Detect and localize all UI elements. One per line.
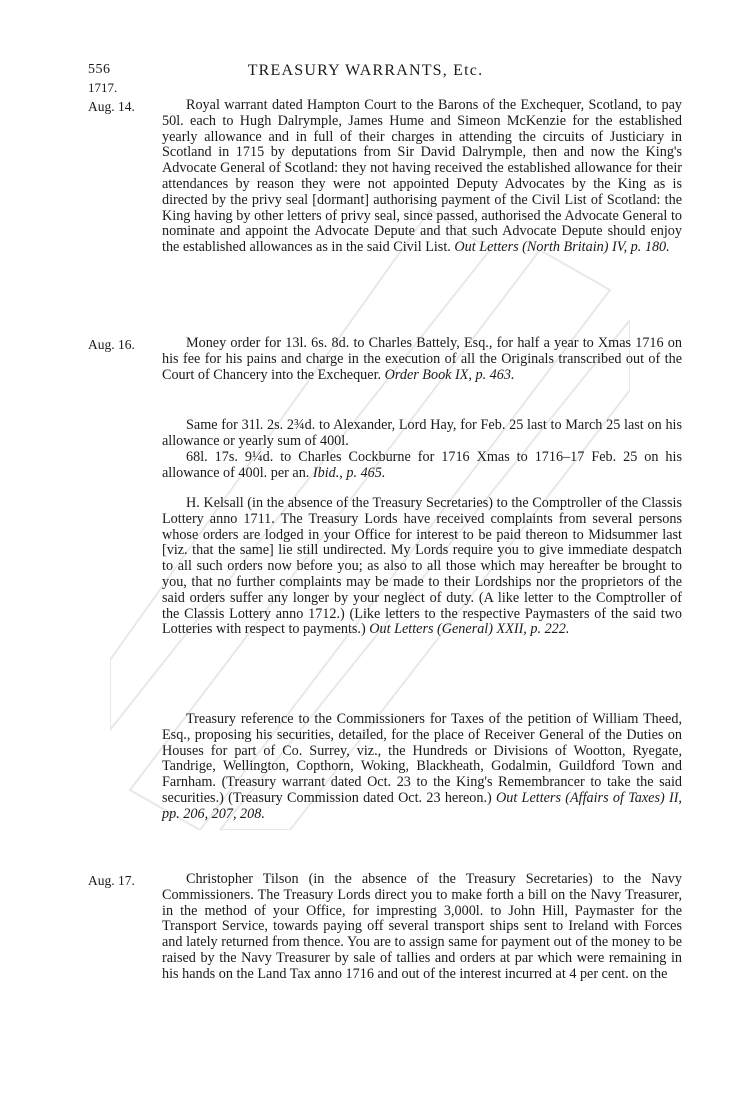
entry-text: Treasury reference to the Commissioners for Taxes of the petition of William Theed, Esq., proposing his securities, detailed, for the place of Receiver General of the Duties on Houses for part of Co. Surrey, viz., the Hundreds or Divisions of Wootton, Ryegate, Tandrige, Wellington, Copthorn, Woking, Blackheath, Godalmin, Guildford Town and Farnham. (Treasury warrant dated Oct. 23 to the King's Remembrancer to take the said securities.) (Treasury Commission dated Oct. 23 hereon.) Out Letters (Affairs of Taxes) II, pp. 206, 207, 208. bbox=[162, 711, 682, 822]
entry-date: Aug. 14. bbox=[88, 99, 135, 114]
page-number: 556 bbox=[88, 62, 111, 77]
entry-reference: Ibid., p. 465. bbox=[312, 464, 386, 481]
entry-theed-reference bbox=[88, 712, 682, 823]
entry-kelsall-letter bbox=[88, 496, 682, 638]
page-header bbox=[0, 62, 731, 82]
entry-reference: Out Letters (General) XXII, p. 222. bbox=[369, 621, 570, 638]
entry-cockburne bbox=[88, 450, 682, 482]
running-title: TREASURY WARRANTS, Etc. bbox=[247, 62, 484, 79]
entry-aug-16 bbox=[88, 336, 682, 383]
entry-reference: Out Letters (North Britain) IV, p. 180. bbox=[454, 239, 670, 256]
entry-text: Same for 31l. 2s. 2¾d. to Alexander, Lord Hay, for Feb. 25 last to March 25 last on his allowance or yearly sum of 400l. bbox=[162, 417, 682, 449]
entry-reference: Order Book IX, p. 463. bbox=[384, 366, 515, 383]
entry-text: 68l. 17s. 9¼d. to Charles Cockburne for 1716 Xmas to 1716–17 Feb. 25 on his allowance of 400l. per an. Ibid., p. 465. bbox=[162, 449, 682, 481]
entry-aug-14 bbox=[88, 98, 682, 256]
entry-same-hay bbox=[88, 418, 682, 450]
entry-text: Money order for 13l. 6s. 8d. to Charles Battely, Esq., for half a year to Xmas 1716 on his fee for his pains and charge in the execution of all the Originals transcribed out of the Court of Chancery into the Exchequer. Order Book IX, p. 463. bbox=[162, 335, 682, 383]
entry-text: Christopher Tilson (in the absence of the Treasury Secretaries) to the Navy Commissioners. The Treasury Lords direct you to make forth a bill on the Navy Treasurer, in the method of your Office, for impresting 3,000l. to John Hill, Paymaster for the Transport Service, towards paying off several transport ships sent to Ireland with Forces and lately returned from thence. You are to assign same for payment out of the money to be raised by the Navy Treasurer by sale of tallies and orders at par which were remaining in his hands on the Land Tax anno 1716 and out of the interest incurred at 4 per cent. on the bbox=[162, 871, 682, 982]
entry-aug-17 bbox=[88, 872, 682, 983]
year-marker: 1717. bbox=[88, 80, 118, 95]
entry-date: Aug. 17. bbox=[88, 873, 135, 888]
entry-date: Aug. 16. bbox=[88, 337, 135, 352]
entry-text: Royal warrant dated Hampton Court to the Barons of the Exchequer, Scotland, to pay 50l. each to Hugh Dalrymple, James Hume and Simeon McKenzie for the established yearly allowance and in full of their charges in attending the circuits of Justiciary in Scotland in 1715 by deputations from Sir David Dalrymple, then and now the King's Advocate General of Scotland: they not having received the established allowance for their attendances by reason they were not appointed Deputy Advocates by the King as is directed by the privy seal [dormant] authorising payment of the Civil List of Scotland: the King having by other letters of privy seal, since passed, authorised the Advocate General to nominate and appoint the Advocate Depute and that such Advocate Depute should enjoy the established allowances as in the said Civil List. Out Letters (North Britain) IV, p. 180. bbox=[162, 97, 682, 256]
entry-text: H. Kelsall (in the absence of the Treasury Secretaries) to the Comptroller of the Classis Lottery anno 1711. The Treasury Lords have received complaints from several persons whose orders are lodged in your Office for interest to be paid thereon to Midsummer last [viz. that the same] lie still undirected. My Lords require you to give immediate despatch to all such orders now before you; as also to all those which may hereafter be brought to you, that no further complaints may be made to their Lordships nor the proprietors of the said orders suffer any longer by your neglect of duty. (A like letter to the Comptroller of the Classis Lottery anno 1712.) (Like letters to the respective Paymasters of the said two Lotteries with respect to payments.) Out Letters (General) XXII, p. 222. bbox=[162, 495, 682, 638]
entry-reference: Out Letters (Affairs of Taxes) II, pp. 206, 207, 208. bbox=[162, 789, 682, 822]
